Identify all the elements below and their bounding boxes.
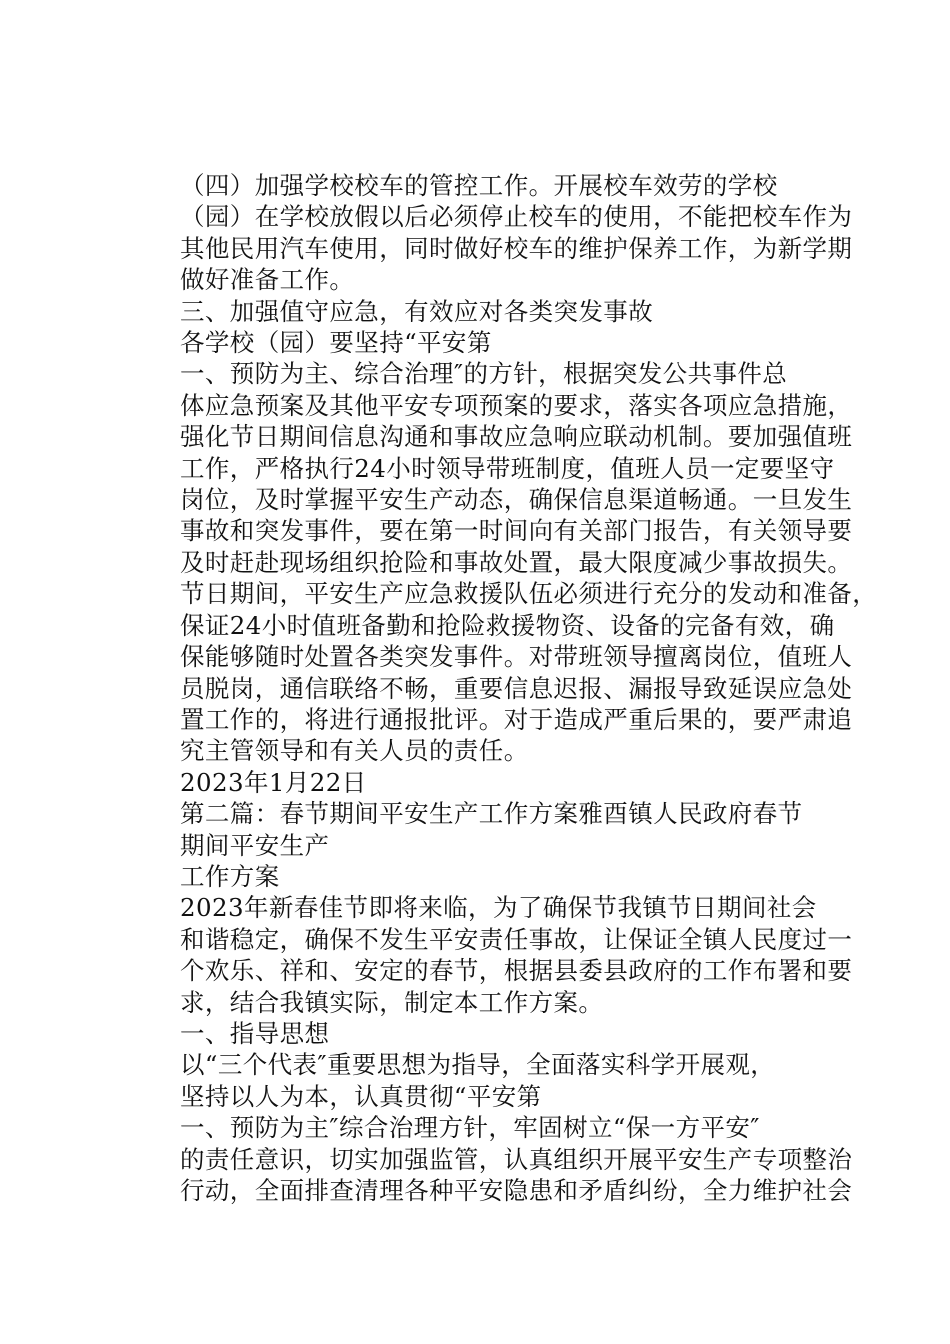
text-line: 节日期间，平安生产应急救援队伍必须进行充分的发动和准备， (180, 579, 878, 609)
paragraph (131, 1112, 853, 1206)
text-line: 第二篇：春节期间平安生产工作方案雅酉镇人民政府春节 (180, 799, 803, 829)
paragraph (131, 170, 853, 296)
text-line: 以“三个代表″重要思想为指导，全面落实科学开展观， (180, 1050, 776, 1080)
text-line: 做好准备工作。 (180, 265, 355, 295)
text-line: 三、加强值守应急，有效应对各类突发事故 (180, 296, 654, 326)
text-line: 保能够随时处置各类突发事件。对带班领导擅离岗位，值班人 (180, 642, 853, 672)
text-line: 2023年新春佳节即将来临，为了确保节我镇节日期间社会 (180, 893, 817, 923)
text-line: 一、指导思想 (180, 1018, 330, 1048)
text-line: 求，结合我镇实际，制定本工作方案。 (180, 987, 604, 1017)
paragraph (131, 1018, 831, 1049)
paragraph (131, 296, 831, 327)
text-line: 置工作的，将进行通报批评。对于造成严重后果的，要严肃追 (180, 704, 853, 734)
text-line: 和谐稳定，确保不发生平安责任事故，让保证全镇人民度过一 (180, 924, 853, 954)
paragraph (131, 767, 831, 798)
paragraph (131, 798, 831, 861)
text-line: 个欢乐、祥和、安定的春节，根据县委县政府的工作布署和要 (180, 956, 853, 986)
text-line: 岗位，及时掌握平安生产动态，确保信息渠道畅通。一旦发生 (180, 485, 853, 515)
paragraph (131, 327, 831, 358)
paragraph (131, 861, 831, 892)
text-line: 强化节日期间信息沟通和事故应急响应联动机制。要加强值班 (180, 422, 853, 452)
paragraph (131, 892, 853, 1018)
text-line: 一、预防为主、综合治理″的方针，根据突发公共事件总 (180, 359, 788, 389)
text-line: 工作，严格执行24小时领导带班制度，值班人员一定要坚守 (180, 453, 835, 483)
text-line: 员脱岗，通信联络不畅，重要信息迟报、漏报导致延误应急处 (180, 673, 853, 703)
text-line: 2023年1月22日 (180, 767, 367, 797)
document-body (131, 170, 878, 1206)
text-line: 及时赶赴现场组织抢险和事故处置，最大限度减少事故损失。 (180, 547, 853, 577)
text-line: （四）加强学校校车的管控工作。开展校车效劳的学校 (180, 171, 778, 200)
text-line: 坚持以人为本，认真贯彻“平安第 (180, 1081, 542, 1111)
text-line: 事故和突发事件，要在第一时间向有关部门报告，有关领导要 (180, 516, 853, 546)
text-line: 行动，全面排查清理各种平安隐患和矛盾纠纷，全力维护社会 (180, 1176, 853, 1205)
text-line: 保证24小时值班备勤和抢险救援物资、设备的完备有效，确 (180, 610, 835, 640)
text-line: （园）在学校放假以后必须停止校车的使用，不能把校车作为 (180, 202, 853, 232)
text-line: 体应急预案及其他平安专项预案的要求，落实各项应急措施， (180, 390, 853, 420)
text-line: 的责任意识，切实加强监管，认真组织开展平安生产专项整治 (180, 1144, 853, 1174)
text-line: 工作方案 (180, 861, 280, 891)
paragraph (131, 1049, 831, 1112)
text-line: 一、预防为主″综合治理方针，牢固树立“保一方平安″ (180, 1113, 760, 1143)
paragraph (131, 358, 878, 766)
text-line: 期间平安生产 (180, 830, 330, 860)
text-line: 究主管领导和有关人员的责任。 (180, 736, 529, 766)
text-line: 各学校（园）要坚持“平安第 (180, 328, 492, 358)
text-line: 其他民用汽车使用，同时做好校车的维护保养工作，为新学期 (180, 233, 853, 263)
